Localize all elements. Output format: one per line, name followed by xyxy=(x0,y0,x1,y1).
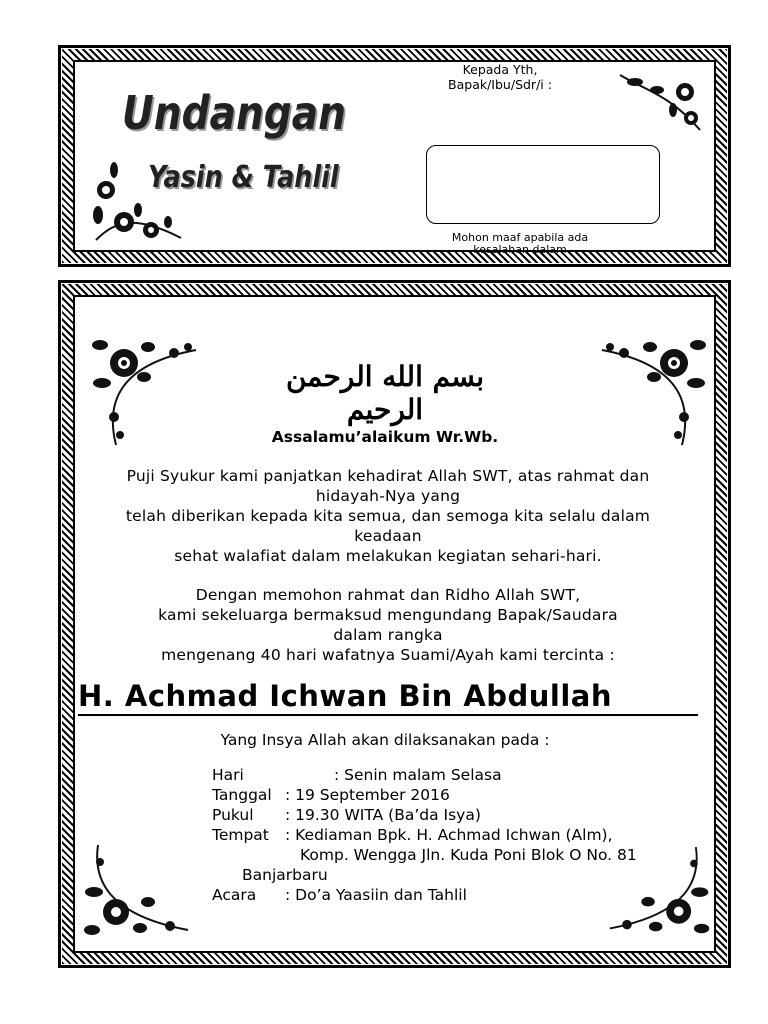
paragraph-line: dalam rangka xyxy=(333,626,443,644)
greeting: Assalamu’alaikum Wr.Wb. xyxy=(271,428,499,446)
paragraph-line: Dengan memohon rahmat dan Ridho Allah SWT, xyxy=(195,586,581,604)
envelope-subtitle: Yasin & Tahlil xyxy=(148,160,339,195)
envelope-title: Undangan xyxy=(122,86,347,140)
floral-ornament-icon xyxy=(86,160,186,250)
apology-text: Mohon maaf apabila ada xyxy=(451,232,589,244)
tempat-value: : Kediaman Bpk. H. Achmad Ichwan (Alm), xyxy=(285,826,613,844)
hari-label: Hari xyxy=(212,766,244,784)
bismillah-calligraphy: بسم الله الرحمن الرحيم xyxy=(285,360,485,426)
paragraph-line: telah diberikan kepada kita semua, dan semoga kita selalu dalam xyxy=(125,507,651,525)
pukul-label: Pukul xyxy=(212,806,254,824)
floral-ornament-icon xyxy=(615,70,705,135)
deceased-name: H. Achmad Ichwan Bin Abdullah xyxy=(78,678,698,716)
address-box[interactable] xyxy=(426,145,660,224)
floral-corner-icon xyxy=(597,325,712,450)
acara-label: Acara xyxy=(212,886,257,904)
floral-corner-icon xyxy=(78,840,193,950)
paragraph-line: kami sekeluarga bermaksud mengundang Bapak/Saudara xyxy=(158,606,618,624)
tempat-value-2: Komp. Wengga Jln. Kuda Poni Blok O No. 81 xyxy=(300,846,637,864)
paragraph-line: keadaan xyxy=(354,527,422,545)
paragraph-line: mengenang 40 hari wafatnya Suami/Ayah kami tercinta : xyxy=(161,646,615,664)
paragraph-line: sehat walafiat dalam melakukan kegiatan sehari-hari. xyxy=(174,547,602,565)
schedule-intro: Yang Insya Allah akan dilaksanakan pada : xyxy=(220,731,550,749)
tanggal-label: Tanggal xyxy=(212,786,272,804)
paragraph-line: Puji Syukur kami panjatkan kehadirat Allah SWT, atas rahmat dan xyxy=(126,467,650,485)
tempat-value-3: Banjarbaru xyxy=(242,866,328,884)
hari-value: : Senin malam Selasa xyxy=(334,766,502,784)
recipient-label: Kepada Yth, xyxy=(462,62,538,77)
tempat-label: Tempat xyxy=(212,826,269,844)
apology-text-2: kesalahan dalam xyxy=(473,243,567,256)
paragraph-line: hidayah-Nya yang xyxy=(315,487,461,505)
tanggal-value: : 19 September 2016 xyxy=(285,786,450,804)
recipient-title: Bapak/Ibu/Sdr/i : xyxy=(448,77,552,92)
pukul-value: : 19.30 WITA (Ba’da Isya) xyxy=(285,806,481,824)
acara-value: : Do’a Yaasiin dan Tahlil xyxy=(285,886,467,904)
